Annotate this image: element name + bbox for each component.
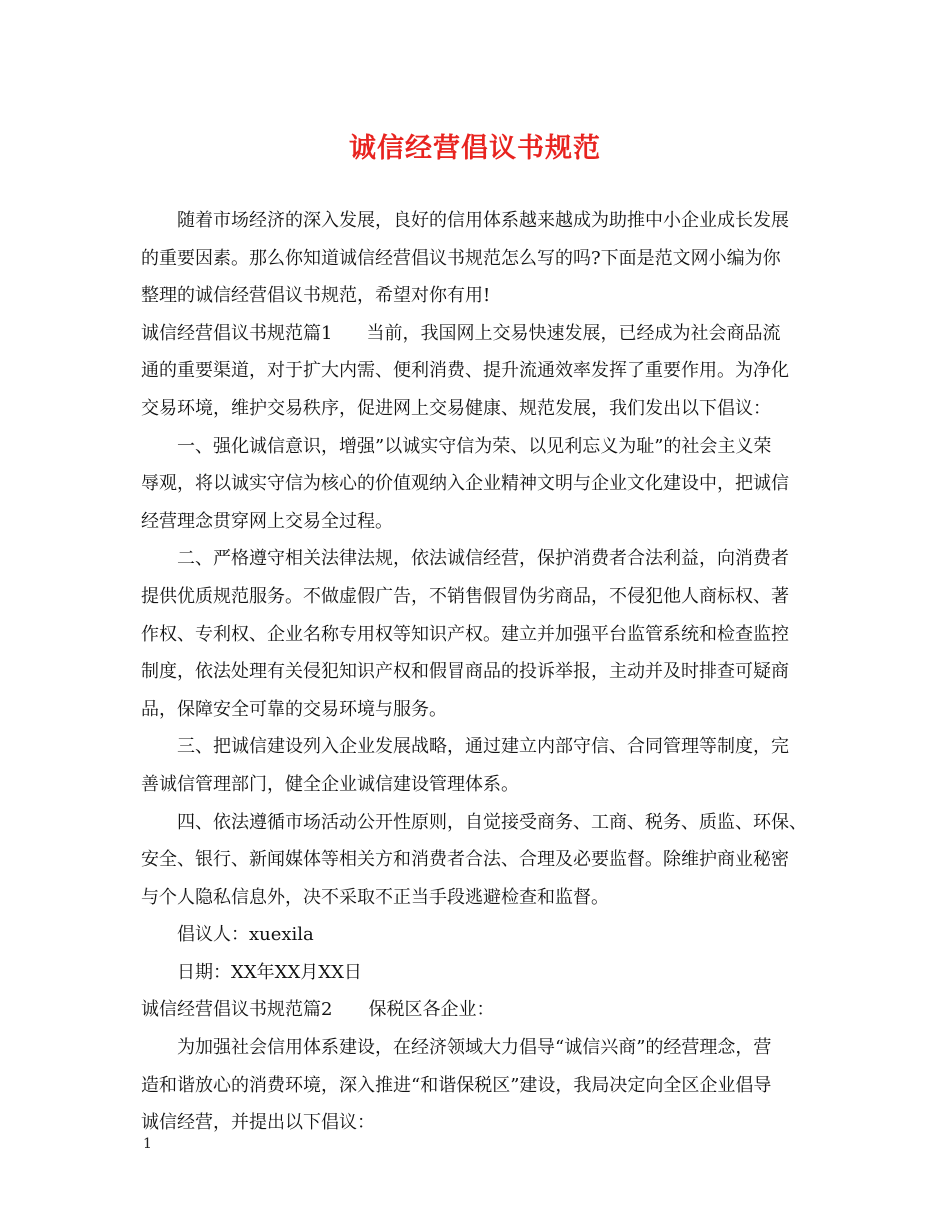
paragraph-line: 四、依法遵循市场活动公开性原则，自觉接受商务、工商、税务、质监、环保、 — [177, 811, 807, 833]
paragraph-line: 的重要因素。那么你知道诚信经营倡议书规范怎么写的吗?下面是范文网小编为你 — [141, 247, 781, 269]
section-heading-line — [141, 315, 831, 353]
paragraph-line: 安全、银行、新闻媒体等相关方和消费者合法、合理及必要监督。除维护商业秘密 — [141, 849, 789, 871]
paragraph-line: 制度，依法处理有关侵犯知识产权和假冒商品的投诉举报，主动并及时排查可疑商 — [141, 661, 789, 683]
paragraph-line: 三、把诚信建设列入企业发展战略，通过建立内部守信、合同管理等制度，完 — [177, 736, 789, 758]
paragraph-line: 辱观，将以诚实守信为核心的价值观纳入企业精神文明与企业文化建设中，把诚信 — [141, 473, 789, 495]
section-heading-line — [141, 991, 831, 1029]
paragraph-line: 品，保障安全可靠的交易环境与服务。 — [141, 698, 447, 720]
section-heading: 诚信经营倡议书规范篇2 — [141, 999, 333, 1021]
signatory-line: 倡议人：xuexila — [177, 924, 314, 946]
paragraph-line: 善诚信管理部门，健全企业诚信建设管理体系。 — [141, 773, 519, 795]
paragraph-line: 为加强社会信用体系建设，在经济领域大力倡导“诚信兴商”的经营理念，营 — [177, 1037, 772, 1059]
paragraph-line: 作权、专利权、企业名称专用权等知识产权。建立并加强平台监管系统和检查监控 — [141, 623, 789, 645]
paragraph-line: 随着市场经济的深入发展，良好的信用体系越来越成为助推中小企业成长发展 — [177, 210, 789, 231]
page-number: 1 — [143, 1136, 152, 1152]
paragraph-line: 一、强化诚信意识，增强”以诚实守信为荣、以见利忘义为耻”的社会主义荣 — [177, 435, 772, 457]
paragraph-line: 二、严格遵守相关法律法规，依法诚信经营，保护消费者合法利益，向消费者 — [177, 548, 789, 570]
page-title: 诚信经营倡议书规范 — [349, 133, 601, 164]
paragraph-line: 提供优质规范服务。不做虚假广告，不销售假冒伪劣商品，不侵犯他人商标权、著 — [141, 585, 789, 607]
paragraph-text: 当前，我国网上交易快速发展，已经成为社会商品流 — [366, 322, 781, 344]
section-heading: 诚信经营倡议书规范篇1 — [141, 322, 333, 344]
date-line: 日期：XX年XX月XX日 — [177, 961, 362, 983]
paragraph-line: 诚信经营，并提出以下倡议： — [141, 1112, 375, 1134]
paragraph-line: 整理的诚信经营倡议书规范，希望对你有用! — [141, 285, 491, 307]
paragraph-line: 通的重要渠道，对于扩大内需、便利消费、提升流通效率发挥了重要作用。为净化 — [141, 360, 789, 382]
paragraph-line: 交易环境，维护交易秩序，促进网上交易健康、规范发展，我们发出以下倡议： — [141, 397, 771, 419]
paragraph-line: 造和谐放心的消费环境，深入推进“和谐保税区”建设，我局决定向全区企业倡导 — [141, 1074, 772, 1096]
paragraph-line: 与个人隐私信息外，决不采取不正当手段逃避检查和监督。 — [141, 886, 609, 908]
addressee: 保税区各企业： — [368, 999, 495, 1021]
document-body — [141, 202, 831, 1142]
paragraph-line: 经营理念贯穿网上交易全过程。 — [141, 510, 393, 532]
